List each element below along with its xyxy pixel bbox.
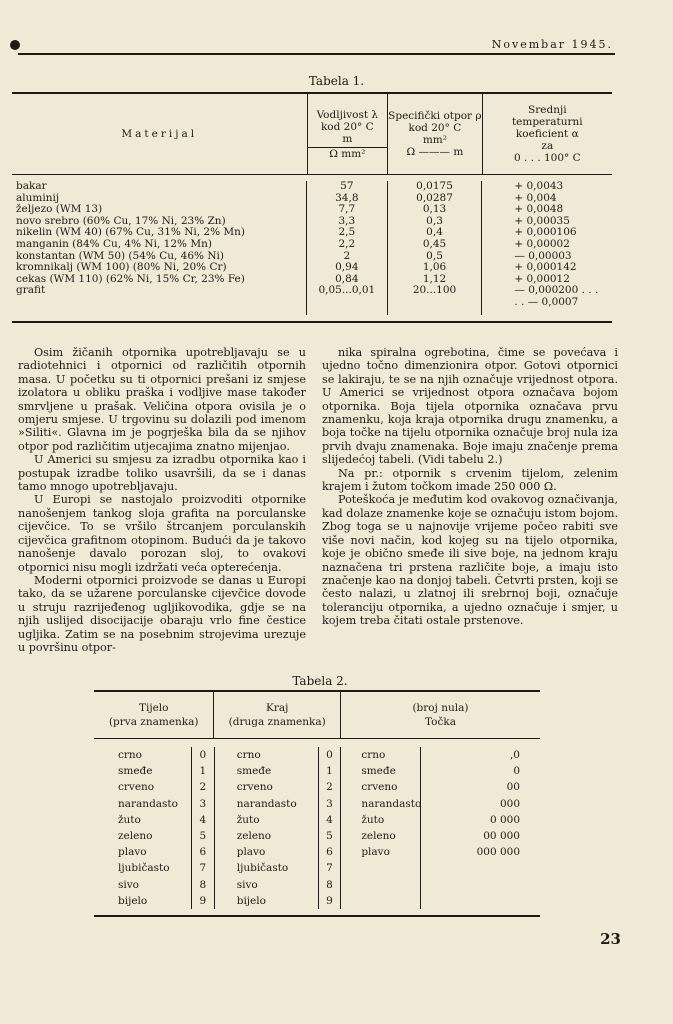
kraj-color-cell: bijelo — [236, 894, 266, 907]
header-tocka: (broj nula) Točka — [340, 692, 540, 738]
tocka-color-cell: plavo — [361, 846, 390, 859]
material-column — [12, 181, 307, 315]
tocka-color-cell: smeđe — [361, 765, 396, 778]
koeficient-cell: + 0,004 — [514, 191, 557, 204]
tijelo-color-cell: sivo — [118, 878, 139, 891]
tijelo-digit-column — [191, 747, 215, 909]
tijelo-digit-cell: 7 — [199, 862, 207, 875]
header-kraj: Kraj (druga znamenka) — [213, 692, 339, 738]
issue-date: Novembar 1945. — [491, 38, 613, 51]
header-material: Materijal — [121, 128, 198, 140]
vodljivost-cell: 34,8 — [335, 191, 359, 204]
table2-body — [94, 739, 540, 915]
tijelo-color-cell: narandasto — [118, 797, 178, 810]
tijelo-color-cell: bijelo — [118, 894, 148, 907]
tijelo-color-cell: crveno — [118, 781, 155, 794]
koeficient-cell: + 0,000106 — [514, 226, 577, 239]
tijelo-digit-cell: 0 — [199, 749, 207, 761]
tijelo-digit-cell: 9 — [199, 894, 207, 907]
tijelo-digit-cell: 5 — [199, 829, 207, 842]
kraj-digit-cell: 5 — [326, 829, 333, 842]
specificni-cell: 0,45 — [422, 237, 447, 250]
kraj-color-cell: sivo — [236, 878, 258, 891]
koeficient-cell: + 0,0043 — [514, 180, 564, 192]
kraj-color-cell: ljubičasto — [236, 862, 289, 875]
specificni-cell: 0,13 — [422, 203, 447, 216]
tocka-zeros-cell: 000 — [499, 797, 520, 810]
koeficient-cell: + 0,00002 — [514, 237, 570, 250]
tocka-zeros-cell: 0 000 — [489, 813, 520, 826]
material-cell: manganin (84% Cu, 4% Ni, 12% Mn) — [16, 237, 212, 250]
koeficient-cell: + 0,0048 — [514, 203, 564, 216]
koeficient-cell: + 0,00035 — [514, 214, 570, 227]
material-cell: novo srebro (60% Cu, 17% Ni, 23% Zn) — [16, 214, 226, 227]
vodljivost-cell: 2,2 — [338, 237, 356, 250]
table2-caption: Tabela 2. — [292, 674, 348, 688]
vodljivost-cell: 57 — [340, 180, 354, 192]
vodljivost-cell: 0,05...0,01 — [318, 284, 376, 297]
paragraph: nika spiralna ogrebotina, čime se povećava i ujedno točno dimenzionira otpor. Gotovi otpornici se lakiraju, te se na njih označuje vrijednost otpora. U Americi se vrijednost otpora označava bojom otpornika. Boja tijela otpornika označava prvu znamenku, koja kraja otpornika drugu znamenku, a boja točke na tijelu otpornika označuje broj nula iza prvih dvaju znamenaka. Boje imaju značenje prema slijedećoj tabeli. (Vidi tabelu 2.) — [322, 346, 618, 467]
tocka-zeros-column — [421, 747, 540, 909]
kraj-digit-cell: 0 — [326, 749, 333, 761]
kraj-color-cell: plavo — [236, 846, 266, 859]
paragraph: Poteškoća je međutim kod ovakovog označivanja, kad dolaze znamenke koje se označuju istom bojom. Zbog toga se u najnovije vrijeme počeo rabiti sve više novi način, kod kojeg su na tijelo otpornika, koje je obično smeđe ili sive boje, na jednom kraju naznačena tri prstena različite boje, a imaju isto značenje kao na donjoj tabeli. Četvrti prsten, koji se često nalazi, u zlatnoj ili srebrnoj boji, označuje toleranciju otpornika, a ujedno označuje i smjer, u kojem treba čitati ostale prstenove. — [322, 493, 618, 628]
material-cell: željezo (WM 13) — [16, 203, 103, 216]
paragraph: Moderni otpornici proizvode se danas u Europi tako, da se užarene porculanske cijevčice dovode u struju razrijeđenog ugljikovodika, gdje se na njih uslijed disocijacije obaraju vrlo fine čestice ugljika. Zatim se na posebnim strojevima urezuje u površinu otpor- — [18, 573, 306, 654]
material-cell: cekas (WM 110) (62% Ni, 15% Cr, 23% Fe) — [16, 272, 245, 285]
specificni-column — [388, 181, 483, 315]
tijelo-digit-cell: 2 — [199, 781, 207, 794]
kraj-digit-cell: 2 — [326, 781, 333, 794]
vodljivost-cell: 0,94 — [335, 261, 359, 274]
tijelo-digit-cell: 3 — [199, 797, 207, 810]
tocka-color-cell: zeleno — [361, 829, 396, 842]
tijelo-color-cell: smeđe — [118, 765, 153, 778]
kraj-color-cell: crno — [236, 749, 261, 761]
table2-header — [94, 692, 540, 739]
tijelo-color-cell: zeleno — [118, 829, 153, 842]
koeficient-cell: + 0,00012 — [514, 272, 570, 285]
kraj-digit-column — [318, 747, 342, 909]
tijelo-color-column — [94, 747, 191, 909]
material-cell: nikelin (WM 40) (67% Cu, 31% Ni, 2% Mn) — [16, 226, 246, 239]
kraj-digit-cell: 4 — [326, 813, 333, 826]
tocka-zeros-cell: 00 000 — [483, 829, 520, 842]
kraj-digit-cell: 1 — [326, 765, 333, 778]
material-cell: bakar — [16, 180, 47, 192]
header-vodljivost: Vodljivost λ kod 20° C m Ω mm² — [307, 94, 388, 174]
vodljivost-cell: 7,7 — [338, 203, 356, 216]
table2 — [94, 690, 540, 917]
koeficient-cell: . . — 0,0007 — [514, 295, 579, 308]
kraj-digit-cell: 7 — [326, 862, 333, 875]
table1-caption: Tabela 1. — [308, 74, 365, 88]
table1-header — [12, 94, 612, 175]
tijelo-digit-cell: 8 — [199, 878, 207, 891]
koeficient-cell: — 0,000200 . . . — [514, 284, 599, 297]
kraj-color-column — [215, 747, 318, 909]
tijelo-digit-cell: 4 — [199, 813, 207, 826]
material-cell: kromnikalj (WM 100) (80% Ni, 20% Cr) — [16, 261, 227, 274]
right-text-column — [322, 346, 618, 628]
material-cell: grafit — [16, 284, 46, 297]
tocka-color-cell: narandasto — [361, 797, 422, 810]
vodljivost-cell: 2 — [343, 249, 351, 262]
material-cell: konstantan (WM 50) (54% Cu, 46% Ni) — [16, 249, 224, 262]
tijelo-color-cell: crno — [118, 749, 142, 761]
paragraph: U Europi se nastojalo proizvoditi otpornike nanošenjem tankog sloja grafita na porculanske cijevčice. To se vršilo štrcanjem porculanskih cijevčica grafitnom otopinom. Budući da je takovo nanošenje davalo porozan sloj, to ovakovi otpornici nisu mogli izdržati veća opterećenja. — [18, 493, 306, 574]
table1 — [12, 92, 612, 323]
material-cell: aluminij — [16, 191, 60, 204]
tijelo-color-cell: žuto — [118, 813, 141, 826]
tocka-color-cell: crno — [361, 749, 386, 761]
specificni-cell: 0,4 — [426, 226, 443, 239]
header-tijelo: Tijelo (prva znamenka) — [108, 702, 199, 728]
kraj-color-cell: smeđe — [236, 765, 272, 778]
table1-body — [12, 175, 612, 321]
specificni-cell: 0,0175 — [416, 180, 453, 192]
bullet-icon — [10, 40, 20, 50]
kraj-color-cell: crveno — [236, 781, 273, 794]
paragraph: Osim žičanih otpornika upotrebljavaju se u radiotehnici i otpornici od različitih otpornih masa. U početku su ti otpornici prešani iz smjese izolatora u obliku praška i vodljive mase također smrvljene u prašak. Veličina otpora ovisila je o omjeru smjese. U trgovinu su dolazili pod imenom »Siliti«. Glavna im je pogrješka bila da se njihov otpor pod različitim utjecajima znatno mijenjao. — [18, 346, 306, 453]
tocka-color-cell: žuto — [361, 813, 385, 826]
koeficient-cell: — 0,00003 — [514, 249, 572, 262]
paragraph: Na pr.: otpornik s crvenim tijelom, zelenim krajem i žutom točkom imade 250 000 Ω. — [322, 466, 618, 494]
kraj-digit-cell: 6 — [326, 846, 333, 859]
kraj-digit-cell: 8 — [326, 878, 333, 891]
specificni-cell: 0,5 — [426, 249, 443, 262]
specificni-cell: 1,06 — [422, 261, 447, 274]
vodljivost-cell: 0,84 — [335, 272, 359, 285]
paragraph: U Americi su smjesu za izradbu otpornika kao i postupak izradbe toliko usavršili, da se i danas tamo mnogo upotrebljavaju. — [18, 453, 306, 494]
left-text-column — [18, 346, 306, 654]
kraj-color-cell: narandasto — [236, 797, 297, 810]
header-specificni: Specifički otpor ρ kod 20° C mm² Ω ——— m — [387, 94, 482, 174]
kraj-digit-cell: 9 — [326, 894, 333, 907]
tocka-zeros-cell: 000 000 — [476, 846, 520, 859]
koeficient-column — [482, 181, 612, 315]
kraj-digit-cell: 3 — [326, 797, 333, 810]
tijelo-digit-cell: 1 — [199, 765, 207, 778]
tijelo-color-cell: ljubičasto — [118, 862, 170, 875]
header-rule — [18, 53, 615, 55]
tocka-color-column — [341, 747, 421, 909]
vodljivost-cell: 3,3 — [338, 214, 356, 227]
vodljivost-column — [307, 181, 388, 315]
tocka-zeros-cell: ,0 — [509, 749, 520, 761]
kraj-color-cell: žuto — [236, 813, 260, 826]
specificni-cell: 0,3 — [426, 214, 443, 227]
specificni-cell: 20...100 — [412, 284, 457, 297]
specificni-cell: 1,12 — [422, 272, 447, 285]
kraj-color-cell: zeleno — [236, 829, 272, 842]
koeficient-cell: + 0,000142 — [514, 261, 577, 274]
tocka-color-cell: crveno — [361, 781, 398, 794]
specificni-cell: 0,0287 — [416, 191, 453, 204]
tocka-zeros-cell: 00 — [506, 781, 520, 794]
tocka-zeros-cell: 0 — [513, 765, 520, 778]
page-number: 23 — [600, 930, 621, 948]
tijelo-digit-cell: 6 — [199, 846, 207, 859]
header-koeficient: Srednji temperaturni koeficient α za 0 . . . 100° C — [482, 94, 612, 174]
tijelo-color-cell: plavo — [118, 846, 147, 859]
vodljivost-cell: 2,5 — [338, 226, 356, 239]
